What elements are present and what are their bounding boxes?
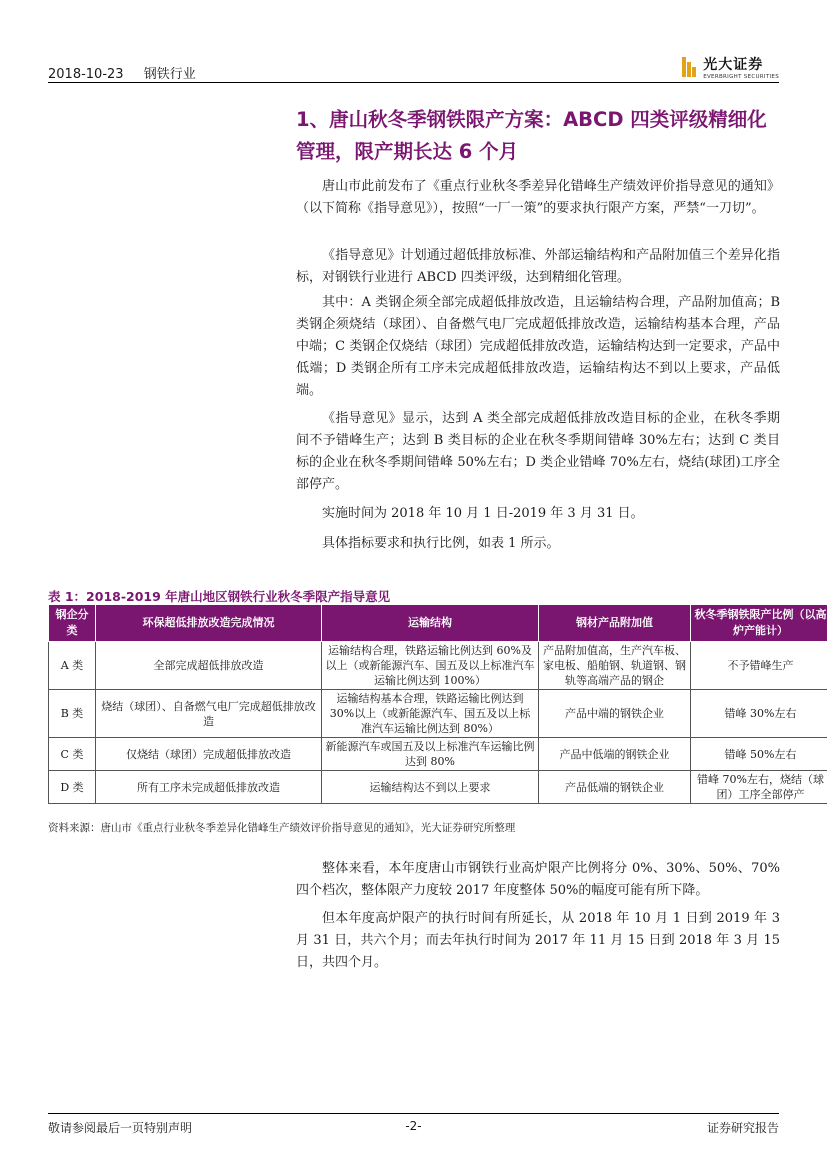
paragraph-4: 《指导意见》显示，达到 A 类全部完成超低排放改造目标的企业，在秋冬季期间不予错峰生产；达到 B 类目标的企业在秋冬季期间错峰 30%左右；达到 C 类目标的企业在秋冬季期间错峰 50%左右；D 类企业错峰 70%左右，烧结(球团)工序全部停产。	[296, 411, 780, 492]
report-date: 2018-10-23	[48, 67, 124, 82]
column-header: 钢企分类	[49, 605, 96, 642]
restriction-table	[48, 604, 827, 804]
paragraph-8: 但本年度高炉限产的执行时间有所延长，从 2018 年 10 月 1 日到 2019 年 3 月 31 日，共六个月；而去年执行时间为 2017 年 11 月 15 日到 2018 年 3 月 15 日，共四个月。	[296, 911, 780, 970]
table-cell: 产品中低端的钢铁企业	[539, 738, 691, 771]
paragraph-2: 《指导意见》计划通过超低排放标准、外部运输结构和产品附加值三个差异化指标，对钢铁行业进行 ABCD 四类评级，达到精细化管理。	[296, 248, 780, 285]
table-cell: 错峰 30%左右	[691, 690, 827, 738]
header-meta	[48, 63, 212, 82]
table-cell: D 类	[49, 771, 96, 804]
table-cell: 烧结（球团）、自备燃气电厂完成超低排放改造	[96, 690, 322, 738]
table-cell: 所有工序未完成超低排放改造	[96, 771, 322, 804]
page-footer	[48, 1119, 779, 1135]
logo-name-cn: 光大证券	[703, 57, 764, 73]
table-cell: C 类	[49, 738, 96, 771]
table-cell: 错峰 70%左右，烧结（球团）工序全部停产	[691, 771, 827, 804]
column-header: 秋冬季钢铁限产比例（以高炉产能计）	[691, 605, 827, 642]
table-cell: 不予错峰生产	[691, 642, 827, 690]
table-row	[49, 642, 827, 690]
table-header-row	[49, 605, 827, 642]
table-cell: B 类	[49, 690, 96, 738]
section-title: 1、唐山秋冬季钢铁限产方案：ABCD 四类评级精细化管理，限产期长达 6 个月	[296, 108, 767, 163]
paragraph-6: 具体指标要求和执行比例，如表 1 所示。	[322, 536, 560, 551]
table-cell: 产品中端的钢铁企业	[539, 690, 691, 738]
page-number: -2-	[405, 1119, 422, 1133]
table-row	[49, 738, 827, 771]
table-cell: A 类	[49, 642, 96, 690]
table-source-note: 资料来源：唐山市《重点行业秋冬季差异化错峰生产绩效评价指导意见的通知》，光大证券研究所整理	[48, 822, 516, 834]
table-cell: 新能源汽车或国五及以上标准汽车运输比例达到 80%	[322, 738, 539, 771]
table-cell: 错峰 50%左右	[691, 738, 827, 771]
company-logo	[681, 52, 779, 82]
column-header: 环保超低排放改造完成情况	[96, 605, 322, 642]
header-divider	[48, 82, 779, 83]
column-header: 钢材产品附加值	[539, 605, 691, 642]
table-cell: 运输结构合理，铁路运输比例达到 60%及以上（或新能源汽车、国五及以上标准汽车运输比例达到 100%）	[322, 642, 539, 690]
paragraph-5: 实施时间为 2018 年 10 月 1 日-2019 年 3 月 31 日。	[322, 506, 644, 521]
logo-name-en: EVERBRIGHT SECURITIES	[703, 74, 779, 80]
table-cell: 全部完成超低排放改造	[96, 642, 322, 690]
paragraph-3: 其中：A 类钢企须全部完成超低排放改造，且运输结构合理，产品附加值高；B 类钢企须烧结（球团）、自备燃气电厂完成超低排放改造，运输结构基本合理，产品中端；C 类钢企仅烧结（球团）完成超低排放改造，运输结构达到一定要求，产品中低端；D 类钢企所有工序未完成超低排放改造，运输结构达不到以上要求，产品低端。	[296, 295, 780, 398]
industry-label: 钢铁行业	[143, 67, 196, 82]
column-header: 运输结构	[322, 605, 539, 642]
paragraph-7: 整体来看，本年度唐山市钢铁行业高炉限产比例将分 0%、30%、50%、70%四个档次，整体限产力度较 2017 年度整体 50%的幅度可能有所下降。	[296, 861, 780, 898]
table-cell: 仅烧结（球团）完成超低排放改造	[96, 738, 322, 771]
table-row	[49, 771, 827, 804]
table-cell: 产品低端的钢铁企业	[539, 771, 691, 804]
page-header	[48, 52, 779, 82]
table-cell: 运输结构达不到以上要求	[322, 771, 539, 804]
table-row	[49, 690, 827, 738]
logo-mark-icon	[681, 56, 697, 78]
report-type: 证券研究报告	[706, 1121, 779, 1135]
footer-divider	[48, 1113, 779, 1114]
paragraph-1: 唐山市此前发布了《重点行业秋冬季差异化错峰生产绩效评价指导意见的通知》（以下简称《指导意见》），按照“一厂一策”的要求执行限产方案，严禁“一刀切”。	[296, 179, 780, 216]
disclaimer-note: 敬请参阅最后一页特别声明	[48, 1121, 193, 1135]
table-title: 表 1：2018-2019 年唐山地区钢铁行业秋冬季限产指导意见	[48, 589, 391, 604]
table-cell: 产品附加值高，生产汽车板、家电板、船舶钢、轨道钢、钢轨等高端产品的钢企	[539, 642, 691, 690]
table-cell: 运输结构基本合理，铁路运输比例达到 30%以上（或新能源汽车、国五及以上标准汽车运输比例达到 80%）	[322, 690, 539, 738]
